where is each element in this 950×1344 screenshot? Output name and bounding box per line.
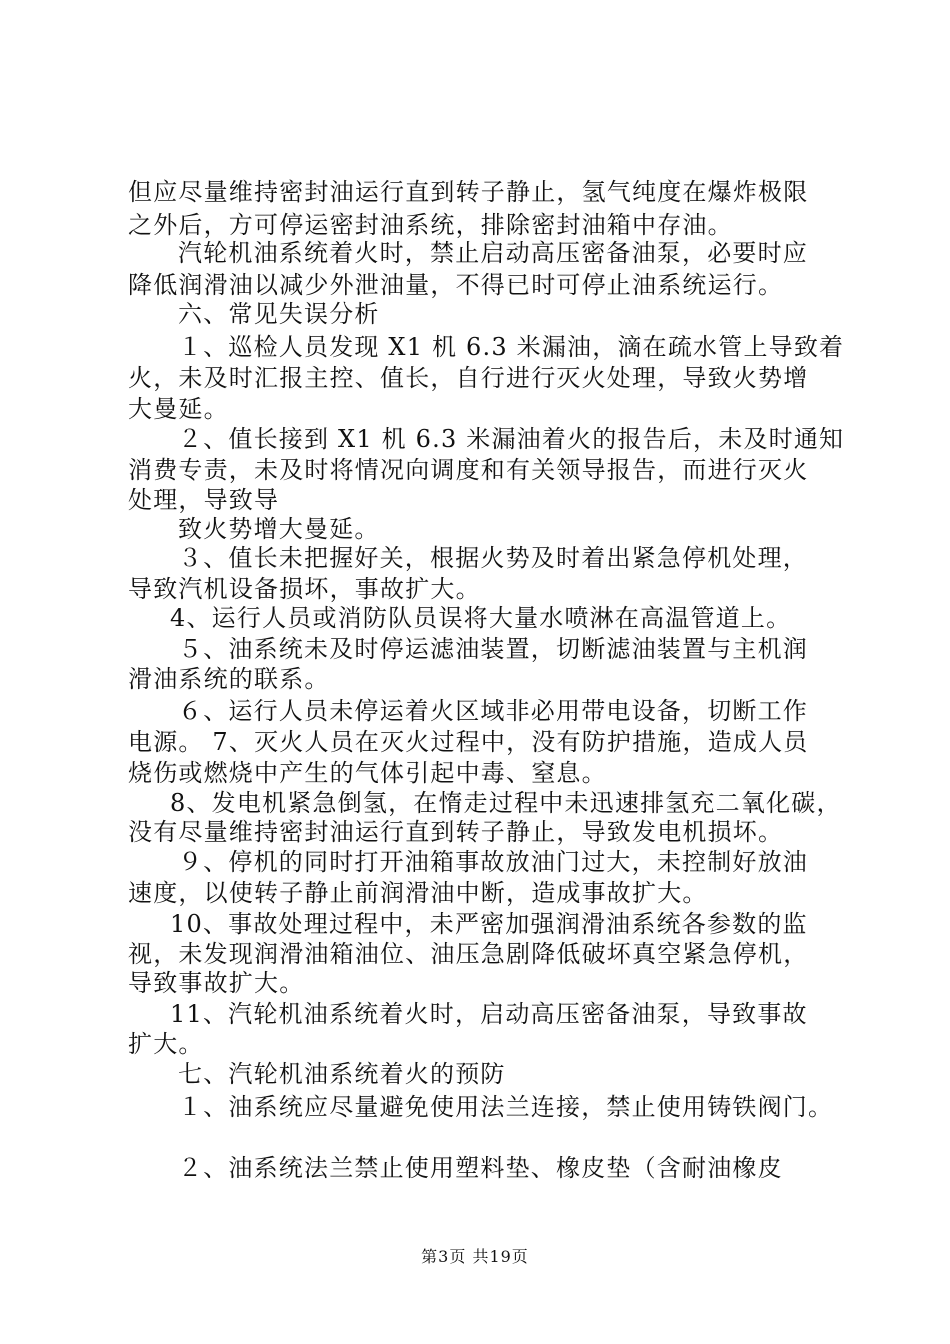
paragraph-line: 致火势增大曼延。 bbox=[178, 515, 380, 543]
paragraph-line: ６、运行人员未停运着火区域非必用带电设备，切断工作 bbox=[178, 697, 808, 725]
paragraph-line: 降低润滑油以减少外泄油量，不得已时可停止油系统运行。 bbox=[128, 271, 784, 299]
section-heading: 六、常见失误分析 bbox=[178, 300, 380, 328]
paragraph-line: 4、运行人员或消防队员误将大量水喷淋在高温管道上。 bbox=[170, 604, 792, 632]
paragraph-line: 导致事故扩大。 bbox=[128, 969, 305, 997]
paragraph-line: 汽轮机油系统着火时，禁止启动高压密备油泵，必要时应 bbox=[178, 239, 808, 267]
paragraph-line: ３、值长未把握好关，根据火势及时着出紧急停机处理， bbox=[178, 544, 808, 572]
paragraph-line: 但应尽量维持密封油运行直到转子静止，氢气纯度在爆炸极限 bbox=[128, 178, 809, 206]
section-heading: 七、汽轮机油系统着火的预防 bbox=[178, 1060, 506, 1088]
paragraph-line: 电源。 7、灭火人员在灭火过程中，没有防护措施，造成人员 bbox=[128, 728, 809, 756]
paragraph-line: 火，未及时汇报主控、值长，自行进行灭火处理，导致火势增 bbox=[128, 364, 809, 392]
paragraph-line: 消费专责，未及时将情况向调度和有关领导报告，而进行灭火 bbox=[128, 456, 809, 484]
page-number-footer: 第3页 共19页 bbox=[421, 1247, 529, 1266]
paragraph-line: 没有尽量维持密封油运行直到转子静止，导致发电机损坏。 bbox=[128, 818, 784, 846]
paragraph-line: 扩大。 bbox=[128, 1030, 204, 1058]
paragraph-line: 速度，以使转子静止前润滑油中断，造成事故扩大。 bbox=[128, 879, 708, 907]
paragraph-line: 8、发电机紧急倒氢，在惰走过程中未迅速排氢充二氧化碳， bbox=[170, 789, 842, 817]
paragraph-line: ２、油系统法兰禁止使用塑料垫、橡皮垫（含耐油橡皮 bbox=[178, 1154, 783, 1182]
paragraph-line: 处理，导致导 bbox=[128, 486, 280, 514]
paragraph-line: 之外后，方可停运密封油系统，排除密封油箱中存油。 bbox=[128, 211, 733, 239]
paragraph-line: 烧伤或燃烧中产生的气体引起中毒、窒息。 bbox=[128, 759, 607, 787]
paragraph-line: 10、事故处理过程中，未严密加强润滑油系统各参数的监 bbox=[170, 910, 808, 938]
paragraph-line: 11、汽轮机油系统着火时，启动高压密备油泵，导致事故 bbox=[170, 1000, 808, 1028]
paragraph-line: 大曼延。 bbox=[128, 395, 229, 423]
paragraph-line: １、油系统应尽量避免使用法兰连接，禁止使用铸铁阀门。 bbox=[178, 1093, 834, 1121]
paragraph-line: 导致汽机设备损坏，事故扩大。 bbox=[128, 575, 481, 603]
paragraph-line: ２、值长接到 X1 机 6.3 米漏油着火的报告后，未及时通知 bbox=[178, 425, 845, 453]
paragraph-line: 视，未发现润滑油箱油位、油压急剧降低破坏真空紧急停机， bbox=[128, 940, 809, 968]
paragraph-line: １、巡检人员发现 X1 机 6.3 米漏油，滴在疏水管上导致着 bbox=[178, 333, 845, 361]
paragraph-line: ５、油系统未及时停运滤油装置，切断滤油装置与主机润 bbox=[178, 635, 808, 663]
paragraph-line: ９、停机的同时打开油箱事故放油门过大，未控制好放油 bbox=[178, 848, 808, 876]
paragraph-line: 滑油系统的联系。 bbox=[128, 665, 330, 693]
